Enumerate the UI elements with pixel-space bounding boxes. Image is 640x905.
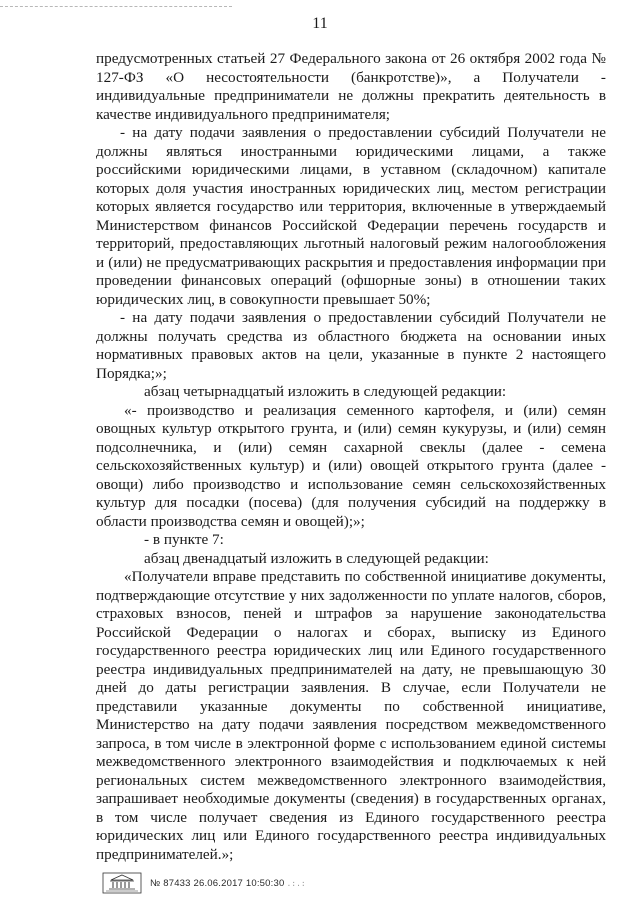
paragraph-amendment-12: абзац двенадцатый изложить в следующей редакции: [144, 549, 489, 567]
registration-stamp [102, 872, 306, 894]
paragraph-recipients-documents: «Получатели вправе представить по собственной инициативе документы, подтверждающие отсутствие у них задолженности по уплате налогов, сборов, страховых взносов, пеней и штрафов за нарушение законодательства Российской Федерации о налогах и сборах, выписку из Единого государственного реестра юридических лиц или Единого государственного реестра индивидуальных предпринимателей на дату, не превышающую 30 дней до даты регистрации заявления. В случае, если Получатели не представили указанные документы по собственной инициативе, Министерство на дату подачи заявления посредством межведомственного запроса, в том числе в электронной форме с использованием единой системы межведомственного электронного взаимодействия и подключаемых к ней региональных систем межведомственного электронного взаимодействия, запрашивает необходимые документы (сведения) в государственных органах, в том числе получает сведения из Единого государственного реестра юридических лиц или Единого государственного реестра индивидуальных предпринимателей.»; [96, 568, 606, 863]
paragraph-item-7: - в пункте 7: [144, 531, 224, 548]
paragraph-regional-budget: - на дату подачи заявления о предоставлении субсидий Получатели не должны получать средства из областного бюджета на основании иных нормативных правовых актов на цели, указанные в пункте 2 настоящего Порядка;»; [96, 309, 606, 382]
paragraph-bankruptcy-clause: предусмотренных статьей 27 Федерального закона от 26 октября 2002 года № 127-ФЗ «О несостоятельности (банкротстве)», а Получатели - индивидуальные предприниматели не должны прекратить деятельность в качестве индивидуального предпринимателя; [96, 50, 606, 123]
scan-artifact-marks: .:.: [286, 878, 306, 888]
building-stamp-icon [102, 872, 142, 894]
document-body [96, 50, 606, 864]
paragraph-foreign-entities: - на дату подачи заявления о предоставлении субсидий Получатели не должны являться иностранными юридическими лицами, а также российскими юридическими лицами, в уставном (складочном) капитале которых доля участия иностранных юридических лиц, местом регистрации которых является государство или территория, включенные в утверждаемый Министерством финансов Российской Федерации перечень государств и территорий, предоставляющих льготный налоговый режим налогообложения и (или) не предусматривающих раскрытия и предоставления информации при проведении финансовых операций (офшорные зоны) в отношении таких юридических лиц, в совокупности превышает 50%; [96, 124, 606, 308]
paragraph-amendment-14: абзац четырнадцатый изложить в следующей редакции: [144, 383, 507, 400]
page-number: 11 [312, 15, 328, 32]
paragraph-seed-production: «- производство и реализация семенного картофеля, и (или) семян овощных культур открытого грунта, и (или) семян кукурузы, и (или) семян подсолнечника, и (или) семян сахарной свеклы (далее - семена сельскохозяйственных культур) и (или) овощей открытого грунта (далее - овощи) либо производство и использование семян сельскохозяйственных культур для посадки (посева) (для получения субсидий на поддержку в области производства семян и овощей);»; [96, 401, 606, 530]
scan-top-rule [0, 6, 232, 7]
registration-number-date: № 87433 26.06.2017 10:50:30 [150, 877, 285, 889]
